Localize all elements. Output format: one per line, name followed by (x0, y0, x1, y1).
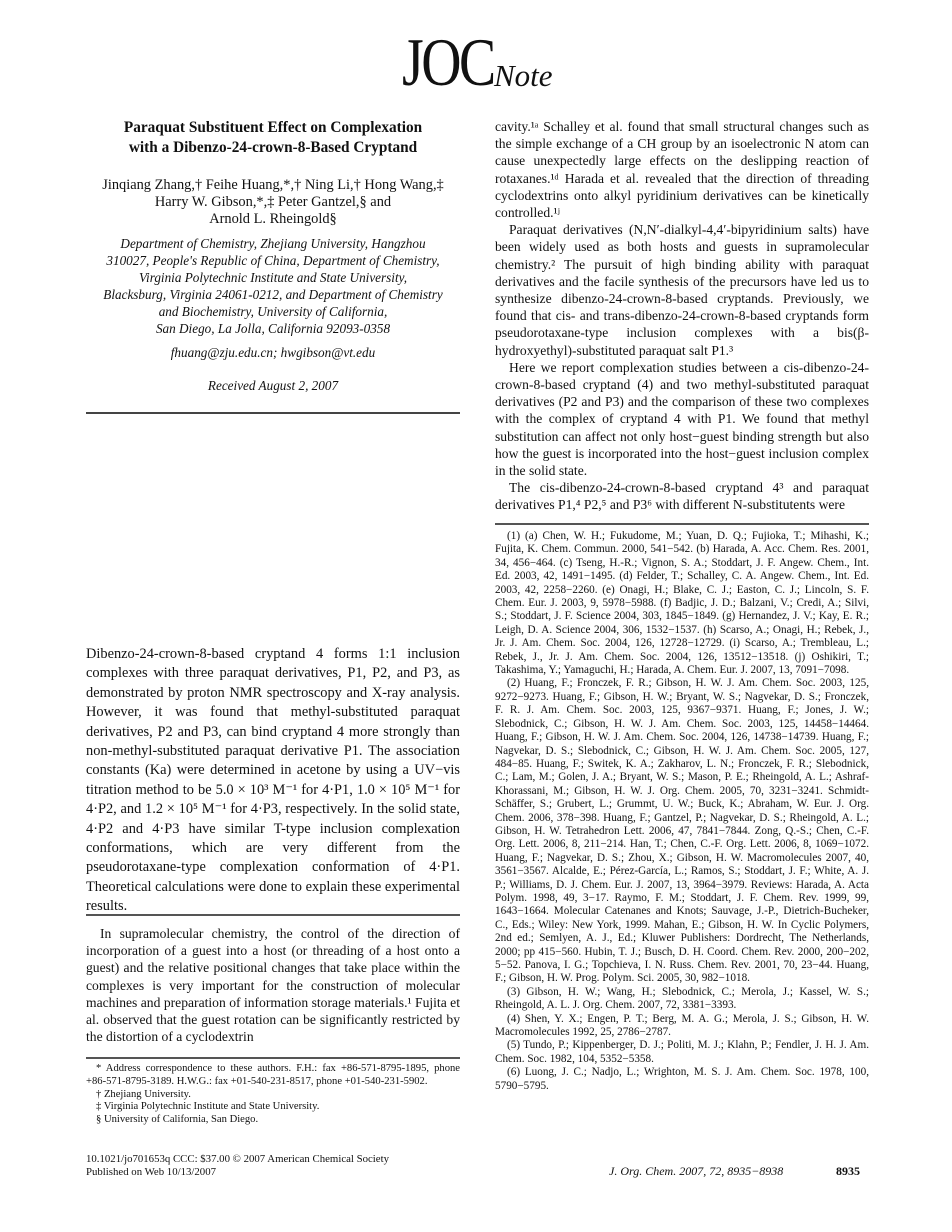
body-paragraph: Paraquat derivatives (N,N′-dialkyl-4,4′-bipyridinium salts) have been widely used as both hosts and guests in supramolecular chemistry.² The pursuit of high binding ability with paraquat derivatives and the facile synthesis of the precursors have led us to synthesize dibenzo-24-crown-8-based cryptands. Previously, we found that cis- and trans-dibenzo-24-crown-8-based cryptands form pseudorotaxane-type inclusion complexes with a bis(β-hydroxyethyl)-substituted paraquat salt P1.³ (495, 222, 869, 358)
journal-logo (402, 22, 602, 102)
abstract: Dibenzo-24-crown-8-based cryptand 4 forms 1:1 inclusion complexes with three paraquat derivatives, P1, P2, and P3, as demonstrated by proton NMR spectroscopy and X-ray analysis. However, it was found that methyl-substituted paraquat derivatives, P2 and P3, can bind cryptand 4 more strongly than non-methyl-substituted paraquat derivative P1. The association constants (Ka) were determined in acetone by using a UV−vis titration method to be 5.0 × 10³ M⁻¹ for 4·P1, 1.0 × 10⁵ M⁻¹ for 4·P2, and 1.2 × 10⁵ M⁻¹ for 4·P3, respectively. In the solid state, 4·P2 and 4·P3 have similar T-type inclusion complexation conformations, which are very different from the pseudorotaxane-type complexation conformation of 4·P1. Theoretical calculations were done to explain these experimental results. (86, 646, 460, 915)
references-divider (495, 523, 869, 525)
body-paragraph: Here we report complexation studies between a cis-dibenzo-24-crown-8-based cryptand (4) and two methyl-substituted paraquat derivatives (P2 and P3) and the comparison of these two complexes with the complex of cryptand 4 with P1. We found that methyl substitution can affect not only host−guest binding strength but also how the guest is incorporated into the host−guest inclusion complex in the solid state. (495, 359, 869, 479)
journal-citation: J. Org. Chem. 2007, 72, 8935−8938 (609, 1164, 784, 1178)
title-line: with a Dibenzo-24-crown-8-Based Cryptand (128, 139, 418, 156)
received-date: Received August 2, 2007 (207, 378, 339, 393)
reference-item: (5) Tundo, P.; Kippenberger, D. J.; Politi, M. J.; Klahn, P.; Fendler, J. H. J. Am. Chem. Soc. 1982, 104, 5352−5358. (495, 1039, 869, 1065)
affiliation-line: San Diego, La Jolla, California 92093-0358 (155, 321, 391, 336)
author-line: Harry W. Gibson,*,‡ Peter Gantzel,§ and (154, 194, 392, 210)
author-list (86, 177, 460, 228)
doi-block (86, 1153, 460, 1180)
affiliations (86, 235, 460, 337)
page-number: 8935 (836, 1164, 860, 1178)
affiliation-footnote-ucsd: § University of California, San Diego. (96, 1114, 259, 1126)
abstract-divider (86, 914, 460, 916)
publication-date: Published on Web 10/13/2007 (86, 1166, 216, 1179)
footnote-divider (86, 1057, 460, 1059)
body-paragraph-intro: In supramolecular chemistry, the control of the direction of incorporation of a guest into a host (or threading of a host onto a guest) and the relative positional changes that take place within the complexes is very important for the construction of molecular machines and preparation of information storage materials.¹ Fujita et al. observed that the guest rotation can be significantly restricted by the distortion of a cyclodextrin (86, 926, 460, 1045)
reference-item: (1) (a) Chen, W. H.; Fukudome, M.; Yuan, D. Q.; Fujioka, T.; Mihashi, K.; Fujita, K. Chem. Commun. 2000, 541−542. (b) Harada, A. Acc. Chem. Res. 2001, 34, 456−464. (c) Tseng, H.-R.; Vignon, S. A.; Stoddart, J. F. Angew. Chem., Int. Ed. 2003, 42, 1491−1495. (d) Felder, T.; Schalley, C. A. Angew. Chem., Int. Ed. 2003, 42, 2258−2260. (e) Onagi, H.; Blake, C. J.; Easton, C. J.; Lincoln, S. F. Chem. Eur. J. 2003, 9, 5978−5988. (f) Badjic, J. D.; Balzani, V.; Credi, A.; Silvi, S.; Stoddart, J. F. Science 2004, 303, 1845−1849. (g) Hernandez, J. V.; Kay, E. R.; Leigh, D. A. Science 2004, 306, 1532−1537. (h) Scarso, A.; Onagi, H.; Rebek, J., Jr. J. Am. Chem. Soc. 2004, 126, 12728−12729. (i) Scarso, A.; Trembleau, L.; Rebek, J., Jr. J. Am. Chem. Soc. 2004, 126, 13512−13518. (j) Oshikiri, T.; Takashima, Y.; Yamaguchi, H.; Harada, A. Chem. Eur. J. 2007, 13, 7091−7098. (495, 530, 869, 677)
reference-item: (2) Huang, F.; Fronczek, F. R.; Gibson, H. W. J. Am. Chem. Soc. 2003, 125, 9272−9273. Huang, F.; Gibson, H. W.; Bryant, W. S.; Nagvekar, D. S.; Fronczek, F. R. J. Am. Chem. Soc. 2003, 125, 9367−9371. Huang, F.; Jones, J. W.; Slebodnick, C.; Gibson, H. W. J. Am. Chem. Soc. 2003, 125, 14458−14464. Huang, F.; Gibson, H. W. J. Am. Chem. Soc. 2004, 126, 14738−14739. Huang, F.; Nagvekar, D. S.; Slebodnick, C.; Gibson, H. W. J. Am. Chem. Soc. 2005, 127, 484−85. Huang, F.; Switek, K. A.; Zakharov, L. N.; Fronczek, F. R.; Slebodnick, C.; Lam, M.; Golen, J. A.; Bryant, W. S.; Mason, P. E.; Rheingold, A. L.; Ashraf-Khorassani, M.; Gibson, H. W. J. Org. Chem. 2005, 70, 3231−3241. Schmidt-Schäffer, S.; Grubert, L.; Grummt, U. W.; Buck, K.; Abraham, W. Eur. J. Org. Chem. 2006, 378−398. Huang, F.; Gantzel, P.; Nagvekar, D. S.; Rheingold, A. L.; Gibson, H. W. Tetrahedron Lett. 2006, 47, 7841−7844. Zong, Q.-S.; Chen, C.-F. Org. Lett. 2006, 8, 211−214. Han, T.; Chen, C.-F. Org. Lett. 2006, 8, 1069−1072. Huang, F.; Nagvekar, D. S.; Zhou, X.; Gibson, H. W. Macromolecules 2007, 40, 3561−3567. Alcalde, E.; Pérez-García, L.; Ramos, S.; Stoddart, J. F.; White, A. J. P.; Williams, D. J. Chem. Eur. J. 2007, 13, 3964−3979. Reviews: Harada, A. Acta Polym. 1998, 49, 3−17. Raymo, F. M.; Stoddart, J. F. Chem. Rev. 1999, 99, 1643−1664. Molecular Catenanes and Knots; Sauvage, J.-P., Dietrich-Bucheker, C., Eds.; Wiley: New York, 1999. Mahan, E.; Gibson, H. W. In Cyclic Polymers, 2nd ed.; Semlyen, A. J., Ed.; Kluwer Publishers: Dordrecht, The Netherlands, 2000; pp 415−560. Hubin, T. J.; Busch, D. H. Coord. Chem. Rev. 2000, 200−202, 5−52. Panova, I. G.; Topchieva, I. N. Russ. Chem. Rev. 2001, 70, 23−44. Huang, F.; Gibson, H. W. Prog. Polym. Sci. 2005, 30, 982−1018. (495, 677, 869, 985)
title-line: Paraquat Substituent Effect on Complexation (123, 119, 423, 136)
doi-copyright: 10.1021/jo701653q CCC: $37.00 © 2007 American Chemical Society (86, 1153, 389, 1165)
header-divider (86, 412, 460, 414)
affiliation-line: 310027, People's Republic of China, Department of Chemistry, (106, 253, 440, 268)
affiliation-line: Blacksburg, Virginia 24061-0212, and Department of Chemistry (103, 287, 443, 302)
reference-list (495, 530, 869, 1093)
affiliation-line: Department of Chemistry, Zhejiang University, Hangzhou (120, 236, 426, 251)
author-line: Arnold L. Rheingold§ (209, 211, 337, 227)
affiliation-line: and Biochemistry, University of California, (158, 304, 388, 319)
journal-section-label: Note (494, 58, 553, 93)
article-title (86, 118, 460, 158)
contact-emails[interactable]: fhuang@zju.edu.cn; hwgibson@vt.edu (170, 345, 376, 360)
author-footnotes (86, 1063, 460, 1127)
reference-item: (4) Shen, Y. X.; Engen, P. T.; Berg, M. A. G.; Merola, J. S.; Gibson, H. W. Macromolecules 1992, 25, 2786−2787. (495, 1012, 869, 1039)
correspondence-footnote: * Address correspondence to these authors. F.H.: fax +86-571-8795-1895, phone +86-571-8795-3189. H.W.G.: fax +01-540-231-8517, phone +01-540-231-5902. (86, 1063, 460, 1087)
body-paragraph: cavity.¹ᵃ Schalley et al. found that small structural changes such as the simple exchange of a CH group by an isoelectronic N atom can cause unexpectedly large effects on the deslipping reaction of rotaxanes.¹ᵈ Harada et al. revealed that the direction of threading cyclodextrins onto alkyl pyridinium derivatives can be kinetically controlled.¹ʲ (495, 119, 869, 221)
affiliation-line: Virginia Polytechnic Institute and State University, (138, 270, 408, 285)
journal-logo-text: JOC (402, 24, 494, 100)
affiliation-footnote-vt: ‡ Virginia Polytechnic Institute and State University. (96, 1101, 320, 1113)
reference-item: (6) Luong, J. C.; Nadjo, L.; Wrighton, M. S. J. Am. Chem. Soc. 1978, 100, 5790−5795. (495, 1066, 869, 1092)
author-line: Jinqiang Zhang,† Feihe Huang,*,† Ning Li,† Hong Wang,‡ (102, 177, 444, 193)
reference-item: (3) Gibson, H. W.; Wang, H.; Slebodnick, C.; Merola, J.; Kassel, W. S.; Rheingold, A. L. J. Org. Chem. 2007, 72, 3381−3393. (495, 985, 869, 1012)
affiliation-footnote-zju: † Zhejiang University. (96, 1088, 191, 1100)
body-right-column (495, 118, 869, 514)
body-paragraph: The cis-dibenzo-24-crown-8-based cryptand 4³ and paraquat derivatives P1,⁴ P2,⁵ and P3⁶ with different N-substitutents were (495, 480, 869, 513)
